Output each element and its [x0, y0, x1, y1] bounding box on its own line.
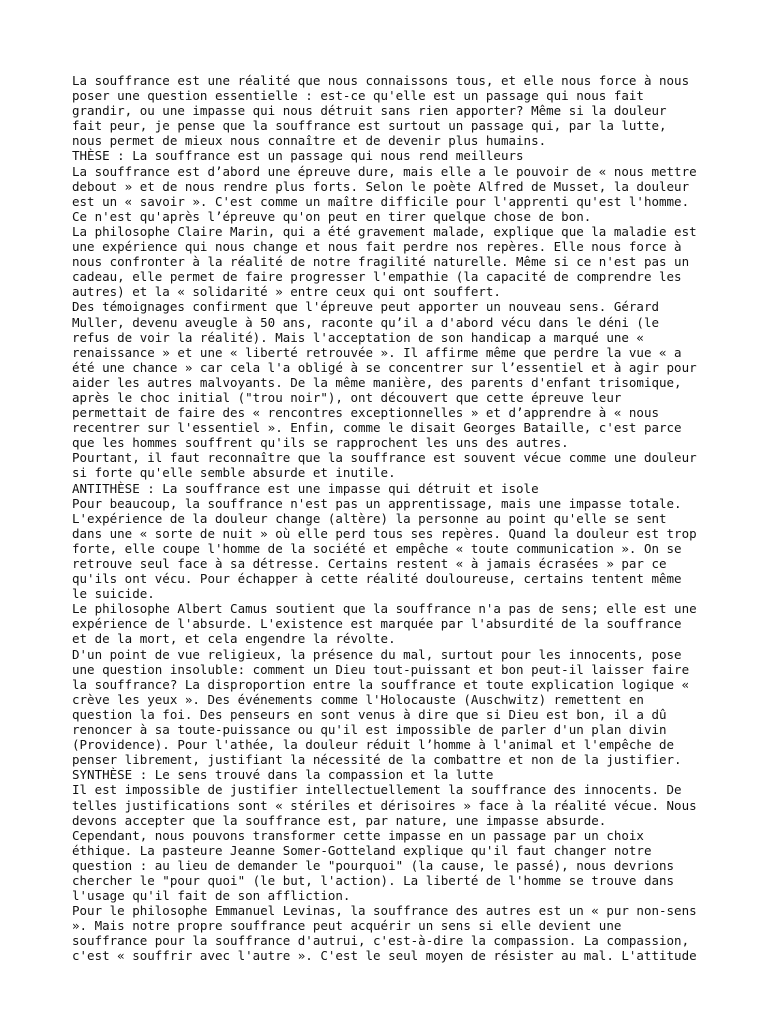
text-line: devons accepter que la souffrance est, par nature, une impasse absurde.: [72, 812, 607, 828]
text-line: fait peur, je pense que la souffrance est surtout un passage qui, par la lutte,: [72, 118, 667, 134]
text-line: Pour le philosophe Emmanuel Levinas, la souffrance des autres est un « pur non-sens: [72, 903, 697, 919]
text-line: retrouve seul face à sa détresse. Certains restent « à jamais écrasées » par ce: [72, 556, 667, 571]
text-line: la souffrance? La disproportion entre la souffrance et toute explication logique «: [72, 676, 690, 692]
text-line: permettait de faire des « rencontres exceptionnelles » et d’apprendre à « nous: [72, 405, 659, 421]
text-line: chercher le "pour quoi" (le but, l'action). La liberté de l'homme se trouve dans: [72, 872, 675, 888]
text-line: Le philosophe Albert Camus soutient que la souffrance n'a pas de sens; elle est une: [72, 601, 697, 617]
text-line: crève les yeux ». Des événements comme l'Holocauste (Auschwitz) remettent en: [72, 691, 644, 707]
text-line: souffrance pour la souffrance d'autrui, c'est-à-dire la compassion. La compassion,: [72, 933, 690, 949]
text-line: le suicide.: [72, 586, 155, 602]
text-line: Il est impossible de justifier intellectuellement la souffrance des innocents. De: [72, 782, 682, 798]
text-line: Des témoignages confirment que l'épreuve peut apporter un nouveau sens. Gérard: [72, 299, 659, 315]
text-line: question la foi. Des penseurs en sont venus à dire que si Dieu est bon, il a dû: [72, 706, 667, 722]
text-line: est un « savoir ». C'est comme un maître difficile pour l'apprenti qu'est l'homme.: [72, 193, 690, 209]
text-line: Ce n'est qu'après l’épreuve qu'on peut en tirer quelque chose de bon.: [72, 208, 592, 224]
text-line: Muller, devenu aveugle à 50 ans, raconte qu’il a d'abord vécu dans le déni (le: [72, 314, 659, 330]
text-line: recentrer sur l'essentiel ». Enfin, comme le disait Georges Bataille, c'est parce: [72, 420, 682, 436]
text-line: que les hommes souffrent qu'ils se rapprochent les uns des autres.: [72, 435, 569, 451]
text-line: L'expérience de la douleur change (altère) la personne au point qu'elle se sent: [72, 510, 667, 526]
text-line: Pour beaucoup, la souffrance n'est pas un apprentissage, mais une impasse totale.: [72, 495, 682, 511]
text-line: et de la mort, et cela engendre la révolte.: [72, 631, 396, 647]
text-line: une question insoluble: comment un Dieu tout-puissant et bon peut-il laisser faire: [72, 661, 690, 677]
text-line: La souffrance est une réalité que nous connaissons tous, et elle nous force à nous: [72, 73, 690, 88]
section-heading-synthese: SYNTHÈSE : Le sens trouvé dans la compassion et la lutte: [72, 767, 494, 783]
text-line: aider les autres malvoyants. De la même manière, des parents d'enfant trisomique,: [72, 374, 682, 390]
text-line: grandir, ou une impasse qui nous détruit sans rien apporter? Même si la douleur: [72, 103, 667, 119]
text-line: expérience de l'absurde. L'existence est marquée par l'absurdité de la souffrance: [72, 616, 682, 632]
section-heading-antithese: ANTITHÈSE : La souffrance est une impasse qui détruit et isole: [72, 480, 539, 496]
text-line: refus de voir la réalité). Mais l'acceptation de son handicap a marqué une «: [72, 329, 644, 345]
text-line: (Providence). Pour l'athée, la douleur réduit l’homme à l'animal et l'empêche de: [72, 737, 675, 753]
text-line: qu'ils ont vécu. Pour échapper à cette réalité douloureuse, certains tentent même: [72, 571, 682, 587]
text-line: c'est « souffrir avec l'autre ». C'est le seul moyen de résister au mal. L'attitude: [72, 948, 697, 964]
text-line: autres) et la « solidarité » entre ceux qui ont souffert.: [72, 284, 501, 300]
text-line: forte, elle coupe l'homme de la société et empêche « toute communication ». On se: [72, 540, 682, 556]
text-line: nous confronter à la réalité de notre fragilité naturelle. Même si ce n'est pas un: [72, 254, 690, 270]
text-line: nous permet de mieux nous connaître et de devenir plus humains.: [72, 133, 547, 149]
text-line: debout » et de nous rendre plus forts. Selon le poète Alfred de Musset, la douleur: [72, 178, 690, 194]
text-line: renaissance » et une « liberté retrouvée ». Il affirme même que perdre la vue « a: [72, 344, 682, 360]
text-line: D'un point de vue religieux, la présence du mal, surtout pour les innocents, pose: [72, 646, 682, 662]
text-line: si forte qu'elle semble absurde et inutile.: [72, 465, 396, 481]
text-line: été une chance » car cela l'a obligé à se concentrer sur l’essentiel et à agir pour: [72, 359, 697, 375]
text-line: La souffrance est d’abord une épreuve dure, mais elle a le pouvoir de « nous mettre: [72, 163, 697, 179]
text-line: ». Mais notre propre souffrance peut acquérir un sens si elle devient une: [72, 918, 622, 934]
text-line: une expérience qui nous change et nous fait perdre nos repères. Elle nous force à: [72, 239, 682, 255]
text-line: éthique. La pasteure Jeanne Somer-Gotteland explique qu'il faut changer notre: [72, 842, 652, 858]
section-heading-these: THÈSE : La souffrance est un passage qui nous rend meilleurs: [72, 148, 524, 164]
text-line: telles justifications sont « stériles et dérisoires » face à la réalité vécue. Nous: [72, 797, 697, 813]
text-line: cadeau, elle permet de faire progresser l'empathie (la capacité de comprendre les: [72, 269, 682, 285]
text-line: penser librement, justifiant la nécessité de la combattre et non de la justifier.: [72, 752, 682, 768]
text-line: poser une question essentielle : est-ce qu'elle est un passage qui nous fait: [72, 88, 644, 104]
document-body: [72, 73, 702, 964]
text-line: dans une « sorte de nuit » où elle perd tous ses repères. Quand la douleur est trop: [72, 525, 697, 541]
text-line: Pourtant, il faut reconnaître que la souffrance est souvent vécue comme une douleur: [72, 450, 697, 466]
text-line: question : au lieu de demander le "pourquoi" (la cause, le passé), nous devrions: [72, 857, 675, 873]
text-line: après le choc initial ("trou noir"), ont découvert que cette épreuve leur: [72, 389, 622, 405]
text-line: Cependant, nous pouvons transformer cette impasse en un passage par un choix: [72, 827, 644, 843]
text-line: l'usage qu'il fait de son affliction.: [72, 888, 351, 904]
text-line: renoncer à sa toute-puissance ou qu'il est impossible de parler d'un plan divin: [72, 722, 667, 738]
text-line: La philosophe Claire Marin, qui a été gravement malade, explique que la maladie est: [72, 223, 697, 239]
